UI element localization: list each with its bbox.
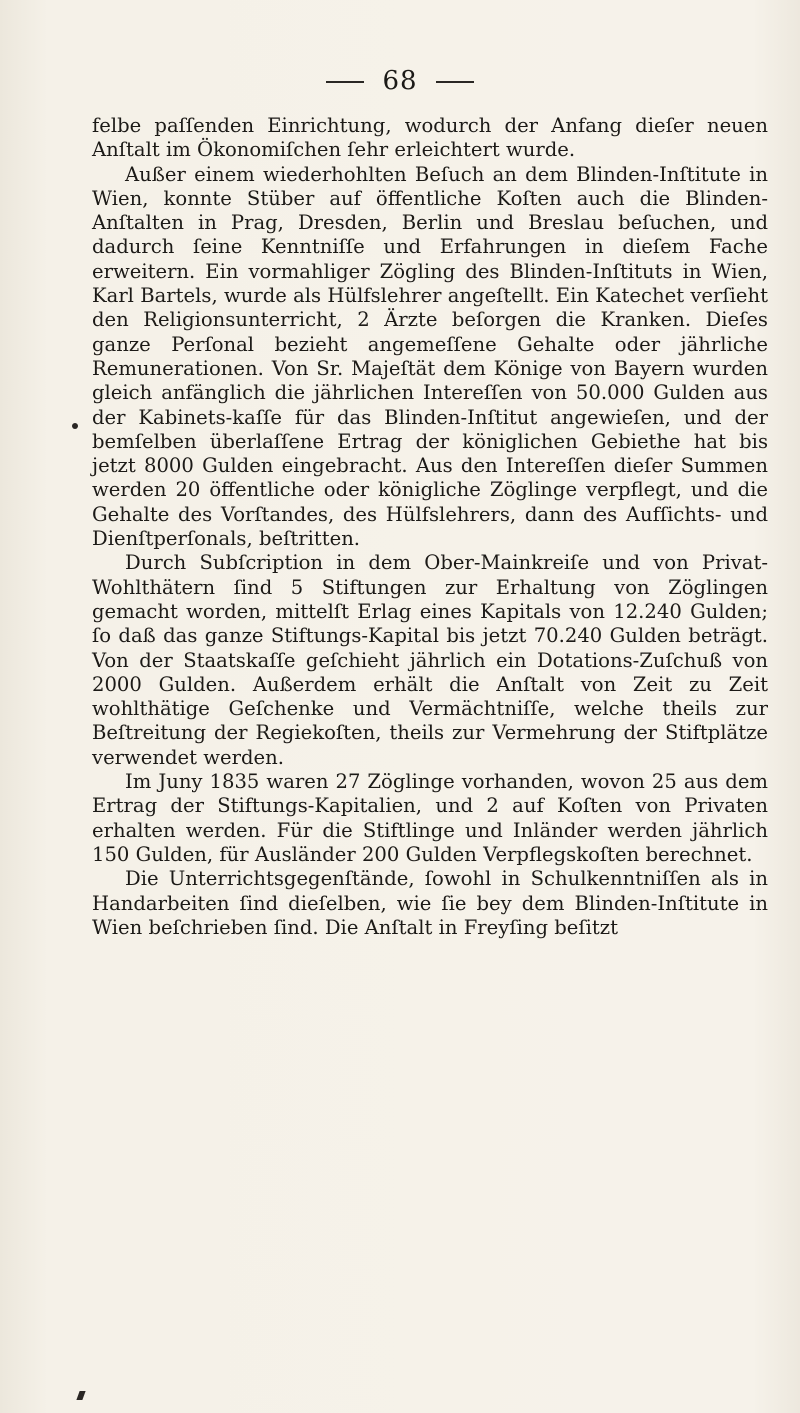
page-header <box>0 66 800 96</box>
header-dash-right <box>436 81 474 83</box>
paragraph: Außer einem wiederhohlten Beſuch an dem Blinden-Inſtitute in Wien, konnte Stüber auf öffentliche Koſten auch die Blinden-Anſtalten in Prag, Dresden, Berlin und Breslau beſuchen, und dadurch ſeine Kenntniſſe und Erfahrungen in dieſem Fache erweitern. Ein vormahliger Zögling des Blinden-Inſtituts in Wien, Karl Bartels, wurde als Hülfslehrer angeſtellt. Ein Katechet verſieht den Religionsunterricht, 2 Ärzte beſorgen die Kranken. Dieſes ganze Perſonal bezieht angemeſſene Gehalte oder jährliche Remunerationen. Von Sr. Majeſtät dem Könige von Bayern wurden gleich anfänglich die jährlichen Intereſſen von 50.000 Gulden aus der Kabinets-kaſſe für das Blinden-Inſtitut angewieſen, und der bemſelben überlaſſene Ertrag der königlichen Gebiethe hat bis jetzt 8000 Gulden eingebracht. Aus den Intereſſen dieſer Summen werden 20 öffentliche oder königliche Zöglinge verpflegt, und die Gehalte des Vorſtandes, des Hülfslehrers, dann des Aufſichts- und Dienſtperſonals, beſtritten. <box>92 162 768 551</box>
margin-mark <box>72 423 78 429</box>
paragraph: Durch Subſcription in dem Ober-Mainkreiſe und von Privat-Wohlthätern ſind 5 Stiftungen zur Erhaltung von Zöglingen gemacht worden, mittelſt Erlag eines Kapitals von 12.240 Gulden; ſo daß das ganze Stiftungs-Kapital bis jetzt 70.240 Gulden beträgt. Von der Staatskaſſe geſchieht jährlich ein Dotations-Zuſchuß von 2000 Gulden. Außerdem erhält die Anſtalt von Zeit zu Zeit wohlthätige Geſchenke und Vermächtniſſe, welche theils zur Beſtreitung der Regiekoſten, theils zur Vermehrung der Stiftplätze verwendet werden. <box>92 551 768 769</box>
paragraph: Die Unterrichtsgegenſtände, ſowohl in Schulkenntniſſen als in Handarbeiten ſind dieſelben, wie ſie bey dem Blinden-Inſtitute in Wien beſchrieben ſind. Die Anſtalt in Freyſing beſitzt <box>92 867 768 939</box>
paragraph: Im Juny 1835 waren 27 Zöglinge vorhanden, wovon 25 aus dem Ertrag der Stiftungs-Kapitalien, und 2 auf Koſten von Privaten erhalten werden. Für die Stiftlinge und Inländer werden jährlich 150 Gulden, für Ausländer 200 Gulden Verpflegskoſten berechnet. <box>92 770 768 866</box>
paragraph: felbe paſſenden Einrichtung, wodurch der Anfang dieſer neuen Anſtalt im Ökonomiſchen ſehr erleichtert wurde. <box>92 114 768 162</box>
page-number: 68 <box>382 66 418 96</box>
header-dash-left <box>326 81 364 83</box>
body-text <box>92 114 768 940</box>
ink-smudge <box>76 1391 85 1400</box>
